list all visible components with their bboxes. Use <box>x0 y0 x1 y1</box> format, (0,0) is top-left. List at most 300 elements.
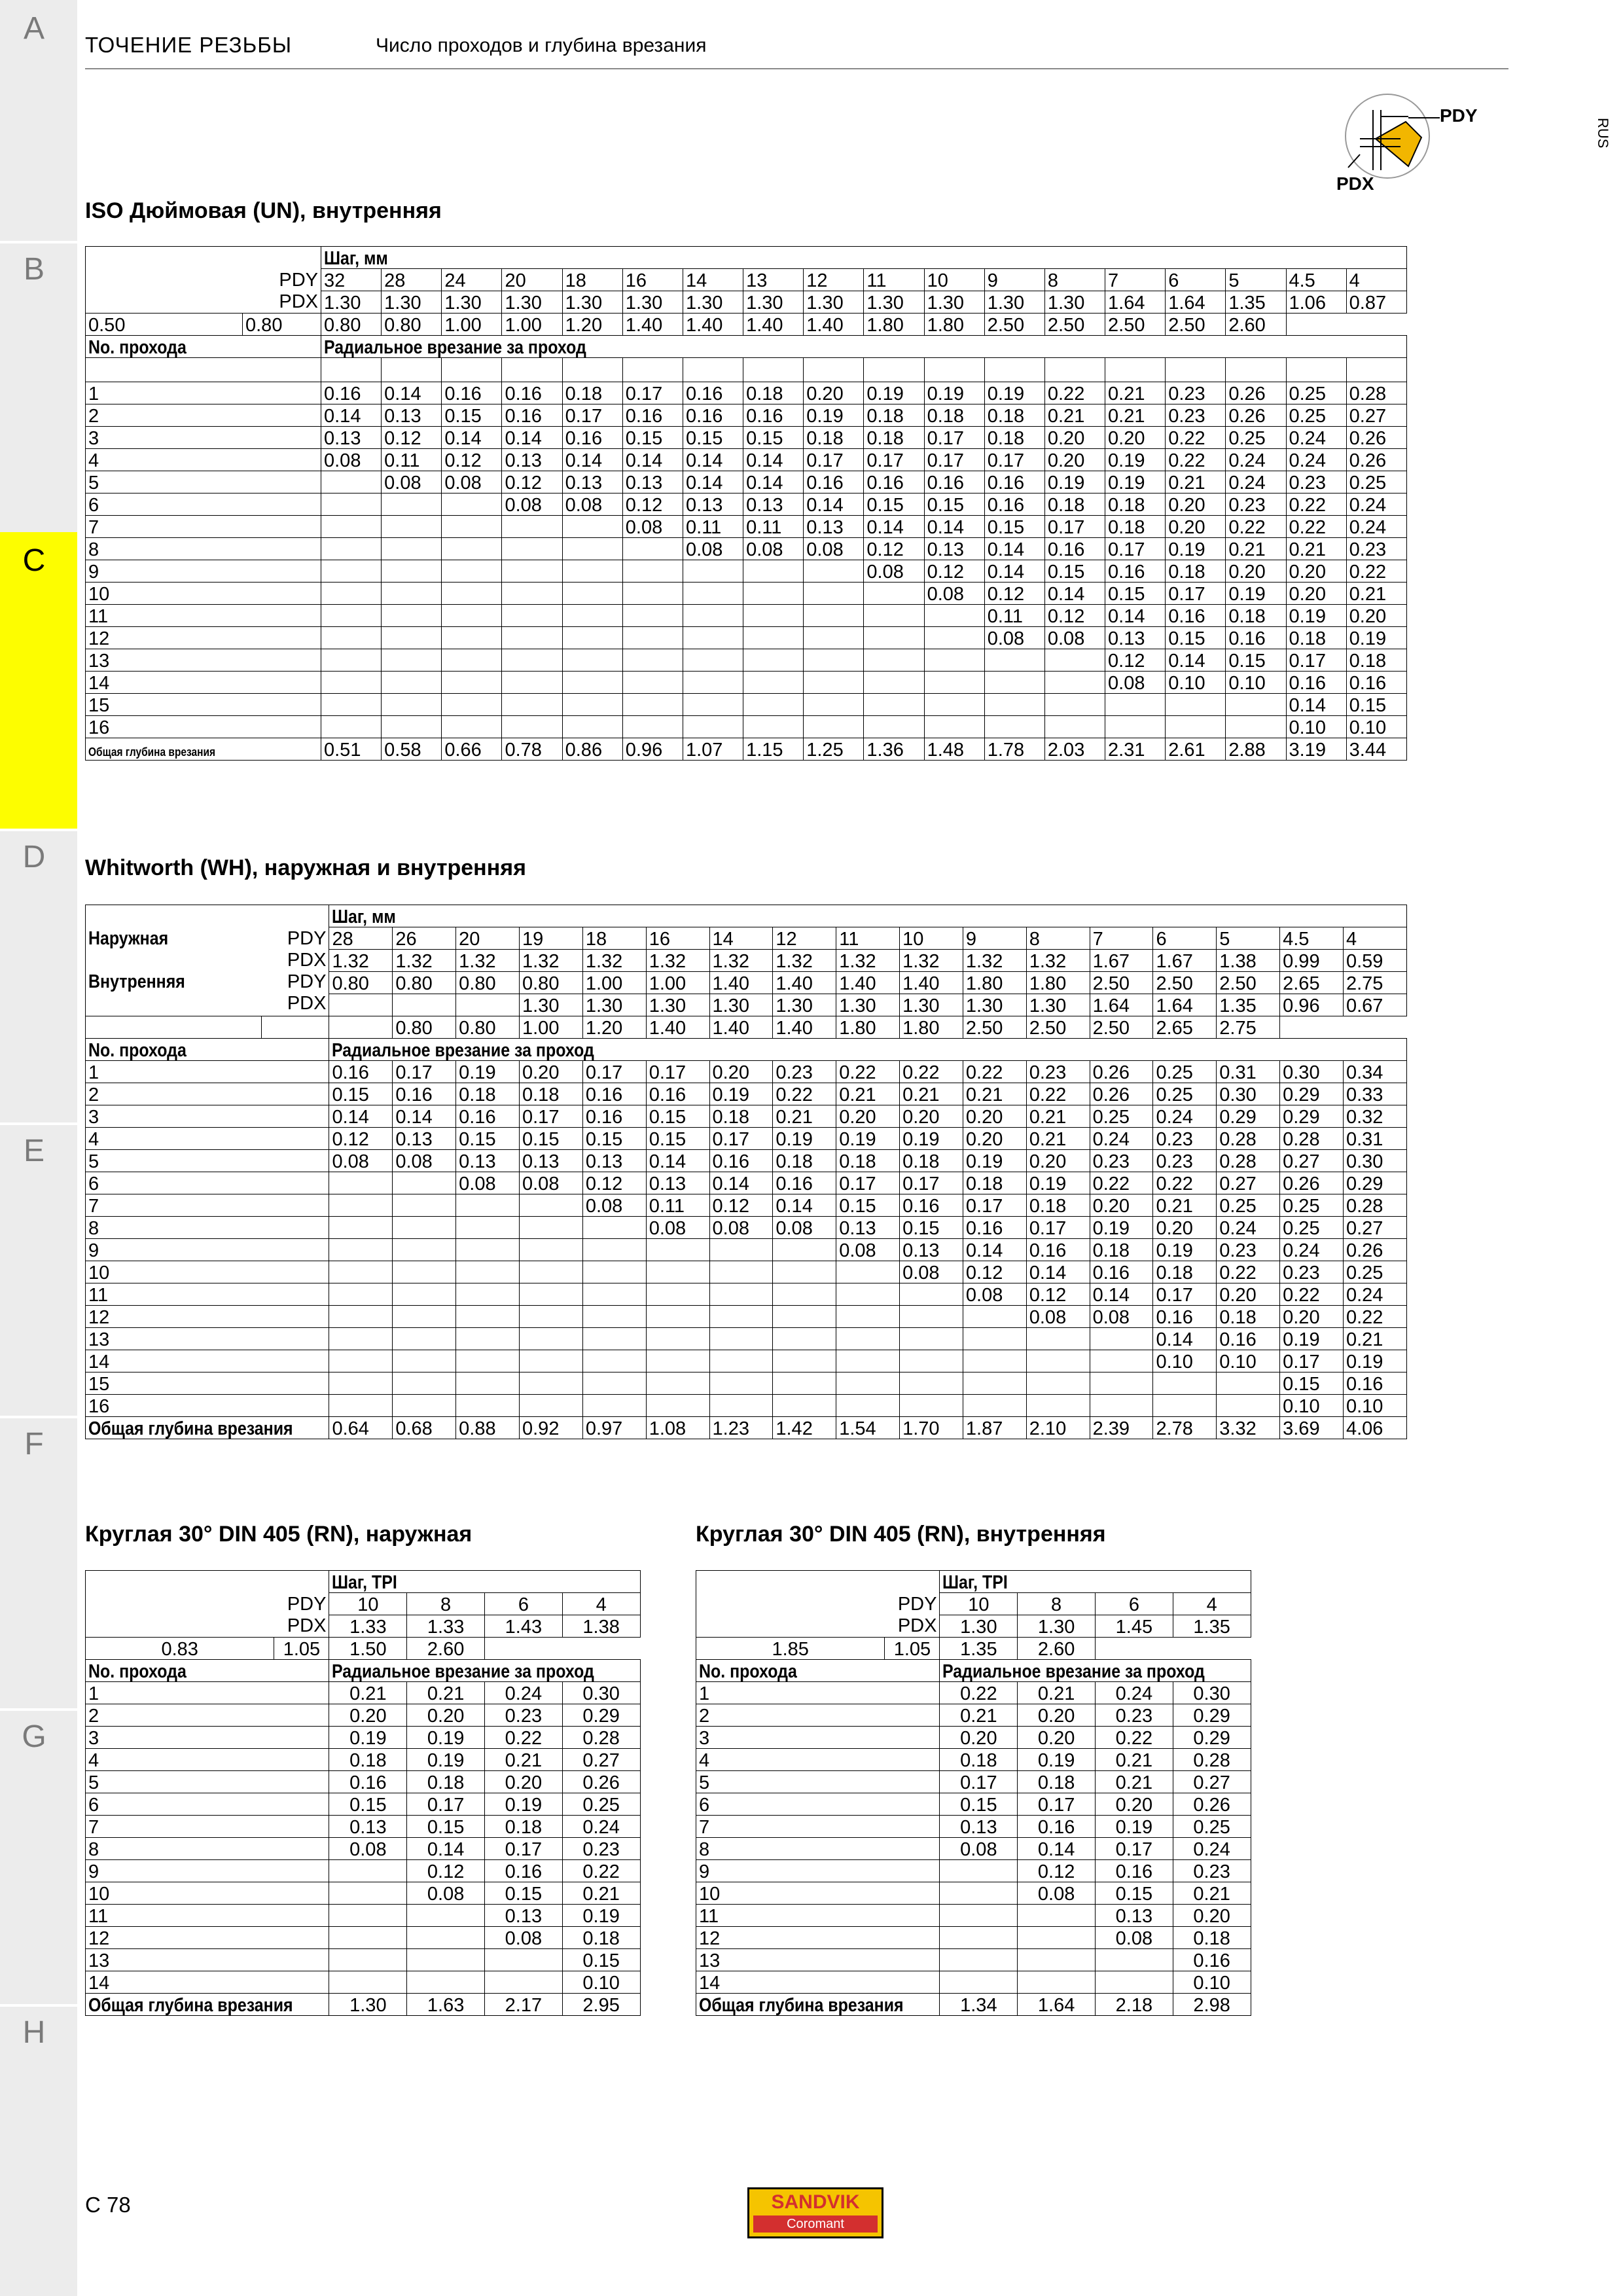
param-value: 1.30 <box>321 291 382 314</box>
param-value: 2.50 <box>1044 314 1105 336</box>
tab-f[interactable] <box>0 1416 77 1708</box>
cut-value: 0.19 <box>1105 449 1166 471</box>
cut-value: 0.20 <box>1346 605 1406 627</box>
cut-value <box>900 1372 963 1395</box>
cut-value: 0.19 <box>984 382 1044 404</box>
pass-number: 10 <box>86 1882 329 1905</box>
param-value: 1.30 <box>502 291 562 314</box>
pass-row <box>86 382 1407 404</box>
cut-value: 0.08 <box>520 1172 583 1194</box>
cut-value <box>646 1306 709 1328</box>
total-value: 2.10 <box>1026 1417 1090 1439</box>
total-value: 1.23 <box>709 1417 773 1439</box>
cut-value: 0.08 <box>1044 627 1105 649</box>
cut-value: 0.22 <box>562 1860 640 1882</box>
header-corner <box>86 905 329 1016</box>
cut-value <box>743 583 804 605</box>
logo-subbrand: Coromant <box>753 2215 878 2233</box>
cut-value: 0.24 <box>1153 1105 1217 1128</box>
total-value: 2.17 <box>485 1994 563 2016</box>
cut-value <box>393 1283 456 1306</box>
cut-value: 0.21 <box>940 1704 1018 1727</box>
total-value: 1.64 <box>1018 1994 1096 2016</box>
cut-value: 0.27 <box>1217 1172 1280 1194</box>
cut-value: 0.19 <box>1343 1350 1406 1372</box>
whitworth-title: Whitworth (WH), наружная и внутренняя <box>85 855 526 880</box>
param-value: 1.30 <box>709 994 773 1016</box>
cut-value: 0.08 <box>329 1150 393 1172</box>
cut-value <box>900 1350 963 1372</box>
total-value: 2.03 <box>1044 738 1105 761</box>
param-value: 1.80 <box>836 1016 900 1039</box>
cut-value: 0.10 <box>562 1971 640 1994</box>
cut-value: 0.21 <box>1343 1328 1406 1350</box>
param-value: 2.75 <box>1217 1016 1280 1039</box>
pass-number: 14 <box>86 1350 329 1372</box>
cut-value: 0.16 <box>984 471 1044 493</box>
cut-value <box>329 1927 407 1949</box>
cut-value: 0.22 <box>1166 427 1226 449</box>
pass-number: 14 <box>86 672 321 694</box>
cut-value <box>804 672 864 694</box>
cut-value: 0.21 <box>1153 1194 1217 1217</box>
total-value: 0.64 <box>329 1417 393 1439</box>
cut-value <box>984 649 1044 672</box>
pass-row <box>696 1727 1251 1749</box>
cut-value: 0.08 <box>502 493 562 516</box>
cut-value: 0.24 <box>1286 427 1346 449</box>
total-value: 1.08 <box>646 1417 709 1439</box>
pitch-cell: 19 <box>520 927 583 950</box>
param-value: 2.65 <box>1280 972 1344 994</box>
cut-value: 0.19 <box>864 382 924 404</box>
cut-value: 0.13 <box>382 404 442 427</box>
pitch-unit-header: Шаг, мм <box>329 905 1407 927</box>
tab-h-letter: H <box>22 2015 46 2050</box>
cut-value: 0.08 <box>940 1838 1018 1860</box>
cut-value: 0.08 <box>683 538 743 560</box>
cut-value: 0.13 <box>562 471 622 493</box>
cut-value: 0.17 <box>963 1194 1026 1217</box>
cut-value <box>321 516 382 538</box>
cut-value: 0.14 <box>382 382 442 404</box>
cut-value <box>329 1905 407 1927</box>
total-value: 1.48 <box>924 738 984 761</box>
cut-value <box>329 1239 393 1261</box>
cut-value <box>683 583 743 605</box>
pass-number: 6 <box>696 1793 940 1816</box>
cut-value: 0.19 <box>963 1150 1026 1172</box>
page-title: ТОЧЕНИЕ РЕЗЬБЫ <box>85 33 293 57</box>
cut-value: 0.20 <box>1044 427 1105 449</box>
cut-value: 0.17 <box>646 1061 709 1083</box>
cut-value <box>382 538 442 560</box>
pass-row <box>86 1882 641 1905</box>
pass-row <box>86 1261 1407 1283</box>
pitch-cell: 11 <box>836 927 900 950</box>
param-value: 1.33 <box>329 1615 407 1638</box>
cut-value <box>940 1905 1018 1927</box>
cut-value: 0.16 <box>924 471 984 493</box>
tab-d-letter: D <box>22 840 46 874</box>
cut-value: 0.17 <box>562 404 622 427</box>
cut-value <box>836 1395 900 1417</box>
cut-value: 0.20 <box>329 1704 407 1727</box>
cut-value: 0.23 <box>1166 382 1226 404</box>
cut-value: 0.17 <box>1096 1838 1173 1860</box>
cut-value: 0.12 <box>924 560 984 583</box>
cut-value: 0.20 <box>963 1128 1026 1150</box>
param-value: 0.80 <box>243 314 321 336</box>
pass-row <box>86 1328 1407 1350</box>
pitch-cell: 12 <box>773 927 836 950</box>
cut-value <box>940 1860 1018 1882</box>
cut-value <box>804 627 864 649</box>
pass-number: 1 <box>86 1682 329 1704</box>
tab-d[interactable] <box>0 829 77 1122</box>
cut-value <box>520 1239 583 1261</box>
param-row-pdx <box>86 314 1407 336</box>
tab-g[interactable] <box>0 1708 77 2004</box>
cut-value: 0.22 <box>1217 1261 1280 1283</box>
cut-value: 0.15 <box>329 1083 393 1105</box>
cut-value <box>709 1372 773 1395</box>
cut-value <box>646 1350 709 1372</box>
cut-value <box>709 1283 773 1306</box>
pass-number: 8 <box>696 1838 940 1860</box>
cut-value <box>329 1350 393 1372</box>
cut-value <box>442 627 502 649</box>
cut-value: 0.13 <box>485 1905 563 1927</box>
tab-c-letter: C <box>22 543 46 578</box>
cut-value: 0.18 <box>984 427 1044 449</box>
param-label-pdy: PDY <box>287 928 327 949</box>
cut-value <box>456 1194 520 1217</box>
cut-value: 0.29 <box>1280 1105 1344 1128</box>
pass-number: 7 <box>86 1194 329 1217</box>
cut-value <box>329 1261 393 1283</box>
cut-value <box>804 649 864 672</box>
cut-value: 0.14 <box>773 1194 836 1217</box>
cut-value: 0.21 <box>562 1882 640 1905</box>
tab-h[interactable] <box>0 2004 77 2296</box>
cut-value: 0.30 <box>562 1682 640 1704</box>
param-label-pdx: PDX <box>287 950 327 971</box>
cut-value: 0.19 <box>1090 1217 1153 1239</box>
pitch-cell: 14 <box>709 927 773 950</box>
pitch-cell: 4 <box>1346 269 1406 291</box>
cut-value: 0.14 <box>709 1172 773 1194</box>
cut-value: 0.21 <box>773 1105 836 1128</box>
cut-value: 0.16 <box>1105 560 1166 583</box>
cut-value: 0.08 <box>804 538 864 560</box>
cut-value <box>864 583 924 605</box>
cut-value: 0.18 <box>1153 1261 1217 1283</box>
cut-value: 0.21 <box>1173 1882 1251 1905</box>
cut-value <box>562 538 622 560</box>
cut-value: 0.24 <box>1217 1217 1280 1239</box>
pass-row <box>86 493 1407 516</box>
param-value: 1.00 <box>442 314 502 336</box>
cut-value: 0.18 <box>520 1083 583 1105</box>
cut-value <box>1166 716 1226 738</box>
pitch-cell: 5 <box>1217 927 1280 950</box>
pitch-cell: 26 <box>393 927 456 950</box>
cut-value: 0.15 <box>864 493 924 516</box>
total-value: 1.36 <box>864 738 924 761</box>
group-label <box>86 992 258 1013</box>
param-row-pdx <box>86 1638 641 1660</box>
cut-value: 0.24 <box>1346 516 1406 538</box>
cut-value <box>502 672 562 694</box>
cut-value: 0.20 <box>940 1727 1018 1749</box>
cut-value <box>1018 1971 1096 1994</box>
pass-row <box>86 627 1407 649</box>
cut-value: 0.15 <box>485 1882 563 1905</box>
cut-value: 0.21 <box>900 1083 963 1105</box>
cut-value <box>407 1971 485 1994</box>
param-value <box>86 1016 262 1039</box>
pitch-cell: 11 <box>864 269 924 291</box>
cut-value: 0.08 <box>1090 1306 1153 1328</box>
cut-value <box>900 1306 963 1328</box>
pass-row <box>86 716 1407 738</box>
pass-number: 13 <box>86 1328 329 1350</box>
cut-value: 0.12 <box>329 1128 393 1150</box>
cut-value: 0.19 <box>456 1061 520 1083</box>
pass-number: 12 <box>86 1306 329 1328</box>
cut-value: 0.30 <box>1173 1682 1251 1704</box>
param-value: 1.33 <box>407 1615 485 1638</box>
cut-value: 0.21 <box>407 1682 485 1704</box>
cut-value <box>582 1261 646 1283</box>
cut-value: 0.16 <box>864 471 924 493</box>
cut-value: 0.19 <box>1105 471 1166 493</box>
total-row <box>86 1417 1407 1439</box>
total-value: 1.30 <box>329 1994 407 2016</box>
pass-row <box>86 1105 1407 1128</box>
param-value: 1.30 <box>900 994 963 1016</box>
diagram-label-pdx: PDX <box>1336 173 1374 194</box>
cut-value <box>393 1328 456 1350</box>
cut-label: Радиальное врезание за проход <box>321 336 1407 358</box>
iso-un-table <box>85 246 1407 761</box>
cut-value <box>1096 1949 1173 1971</box>
cut-value <box>382 605 442 627</box>
pass-row <box>696 1838 1251 1860</box>
cut-value <box>836 1328 900 1350</box>
cut-value: 0.29 <box>1173 1704 1251 1727</box>
cut-value: 0.08 <box>1096 1927 1173 1949</box>
param-value: 1.40 <box>900 972 963 994</box>
param-label-pdy: PDY <box>287 971 327 992</box>
cut-value <box>804 605 864 627</box>
cut-value <box>743 560 804 583</box>
cut-value <box>321 560 382 583</box>
pass-number: 11 <box>696 1905 940 1927</box>
cut-value: 0.17 <box>582 1061 646 1083</box>
param-value: 1.30 <box>442 291 502 314</box>
param-value: 1.64 <box>1105 291 1166 314</box>
param-value: 1.32 <box>836 950 900 972</box>
cut-value: 0.26 <box>1346 449 1406 471</box>
pitch-cell: 12 <box>804 269 864 291</box>
cut-value: 0.13 <box>924 538 984 560</box>
cut-value: 0.24 <box>1173 1838 1251 1860</box>
cut-value: 0.08 <box>1026 1306 1090 1328</box>
cut-label: Радиальное врезание за проход <box>940 1660 1251 1682</box>
cut-value: 0.21 <box>329 1682 407 1704</box>
cut-value: 0.10 <box>1153 1350 1217 1372</box>
cut-value: 0.12 <box>984 583 1044 605</box>
param-value: 1.32 <box>582 950 646 972</box>
cut-value: 0.16 <box>1153 1306 1217 1328</box>
param-value: 1.40 <box>709 972 773 994</box>
pass-row <box>696 1682 1251 1704</box>
cut-value: 0.23 <box>1153 1150 1217 1172</box>
pass-number: 15 <box>86 694 321 716</box>
param-value: 2.75 <box>1343 972 1406 994</box>
cut-value <box>382 672 442 694</box>
cut-value: 0.19 <box>329 1727 407 1749</box>
pass-number: 6 <box>86 1172 329 1194</box>
cut-value: 0.20 <box>1026 1150 1090 1172</box>
pass-number: 12 <box>86 627 321 649</box>
pass-row <box>696 1704 1251 1727</box>
cut-value: 0.28 <box>1346 382 1406 404</box>
cut-value <box>963 1350 1026 1372</box>
cut-value <box>407 1927 485 1949</box>
cut-value: 0.18 <box>1173 1927 1251 1949</box>
cut-value <box>773 1372 836 1395</box>
cut-value: 0.22 <box>773 1083 836 1105</box>
cut-value: 0.22 <box>1226 516 1286 538</box>
tab-e[interactable] <box>0 1122 77 1416</box>
param-value: 1.30 <box>622 291 683 314</box>
cut-value <box>836 1261 900 1283</box>
pass-row <box>86 583 1407 605</box>
group-label <box>86 1614 268 1636</box>
cut-value: 0.34 <box>1343 1061 1406 1083</box>
cut-value: 0.16 <box>456 1105 520 1128</box>
cut-value <box>864 694 924 716</box>
cut-value: 0.20 <box>1226 560 1286 583</box>
cut-value: 0.29 <box>1343 1172 1406 1194</box>
cut-value: 0.13 <box>646 1172 709 1194</box>
param-value: 2.50 <box>1090 972 1153 994</box>
cut-value <box>864 605 924 627</box>
pass-row <box>86 449 1407 471</box>
cut-value <box>1026 1350 1090 1372</box>
cut-value <box>804 716 864 738</box>
cut-value: 0.08 <box>456 1172 520 1194</box>
cut-value: 0.08 <box>773 1217 836 1239</box>
pass-row <box>86 1372 1407 1395</box>
tab-b[interactable] <box>0 241 77 532</box>
param-value: 0.80 <box>520 972 583 994</box>
cut-value: 0.15 <box>1280 1372 1344 1395</box>
cut-value: 0.25 <box>1286 404 1346 427</box>
cut-value: 0.19 <box>924 382 984 404</box>
total-value: 3.19 <box>1286 738 1346 761</box>
param-value: 1.45 <box>1096 1615 1173 1638</box>
cut-value: 0.17 <box>900 1172 963 1194</box>
cut-value: 0.13 <box>743 493 804 516</box>
cut-value: 0.21 <box>1018 1682 1096 1704</box>
pitch-cell: 7 <box>1105 269 1166 291</box>
total-value: 0.96 <box>622 738 683 761</box>
cut-value: 0.23 <box>1153 1128 1217 1150</box>
tab-a[interactable] <box>0 0 77 241</box>
header-corner <box>86 247 321 314</box>
cut-value: 0.27 <box>1280 1150 1344 1172</box>
pass-header-row <box>696 1660 1251 1682</box>
cut-value <box>442 716 502 738</box>
param-value: 0.96 <box>1280 994 1344 1016</box>
pass-number: 5 <box>696 1771 940 1793</box>
total-value: 3.32 <box>1217 1417 1280 1439</box>
pass-row <box>86 538 1407 560</box>
cut-value: 0.16 <box>502 404 562 427</box>
cut-value: 0.18 <box>1105 516 1166 538</box>
cut-value: 0.24 <box>1346 493 1406 516</box>
param-value: 1.30 <box>940 1615 1018 1638</box>
cut-value: 0.20 <box>1105 427 1166 449</box>
cut-value <box>502 605 562 627</box>
cut-value: 0.08 <box>924 583 984 605</box>
cut-value <box>520 1350 583 1372</box>
cut-value: 0.14 <box>1026 1261 1090 1283</box>
cut-value: 0.18 <box>900 1150 963 1172</box>
param-row-pdx <box>696 1638 1251 1660</box>
param-value: 1.40 <box>836 972 900 994</box>
cut-value <box>743 605 804 627</box>
cut-value <box>502 716 562 738</box>
cut-value <box>1018 1927 1096 1949</box>
pitch-cell: 8 <box>1018 1593 1096 1615</box>
cut-value: 0.17 <box>924 449 984 471</box>
cut-value: 0.21 <box>1166 471 1226 493</box>
cut-value: 0.20 <box>900 1105 963 1128</box>
rn-ext-title: Круглая 30° DIN 405 (RN), наружная <box>85 1522 473 1547</box>
pass-number: 16 <box>86 1395 329 1417</box>
cut-value <box>743 627 804 649</box>
pass-number: 9 <box>696 1860 940 1882</box>
tab-b-letter: B <box>23 252 45 287</box>
cut-value: 0.08 <box>709 1217 773 1239</box>
cut-value <box>382 649 442 672</box>
tab-c[interactable] <box>0 532 77 829</box>
cut-value <box>520 1306 583 1328</box>
pass-header-row <box>86 1660 641 1682</box>
cut-value: 0.16 <box>1286 672 1346 694</box>
cut-value: 0.23 <box>1226 493 1286 516</box>
cut-value <box>442 493 502 516</box>
pass-row <box>696 1971 1251 1994</box>
param-value <box>456 994 520 1016</box>
cut-value <box>321 583 382 605</box>
cut-value <box>924 716 984 738</box>
cut-value: 0.12 <box>582 1172 646 1194</box>
pass-row <box>86 649 1407 672</box>
cut-value <box>773 1350 836 1372</box>
total-value: 4.06 <box>1343 1417 1406 1439</box>
cut-value: 0.10 <box>1166 672 1226 694</box>
cut-value: 0.19 <box>1346 627 1406 649</box>
cut-value: 0.25 <box>1090 1105 1153 1128</box>
cut-value <box>622 583 683 605</box>
pass-number: 14 <box>696 1971 940 1994</box>
